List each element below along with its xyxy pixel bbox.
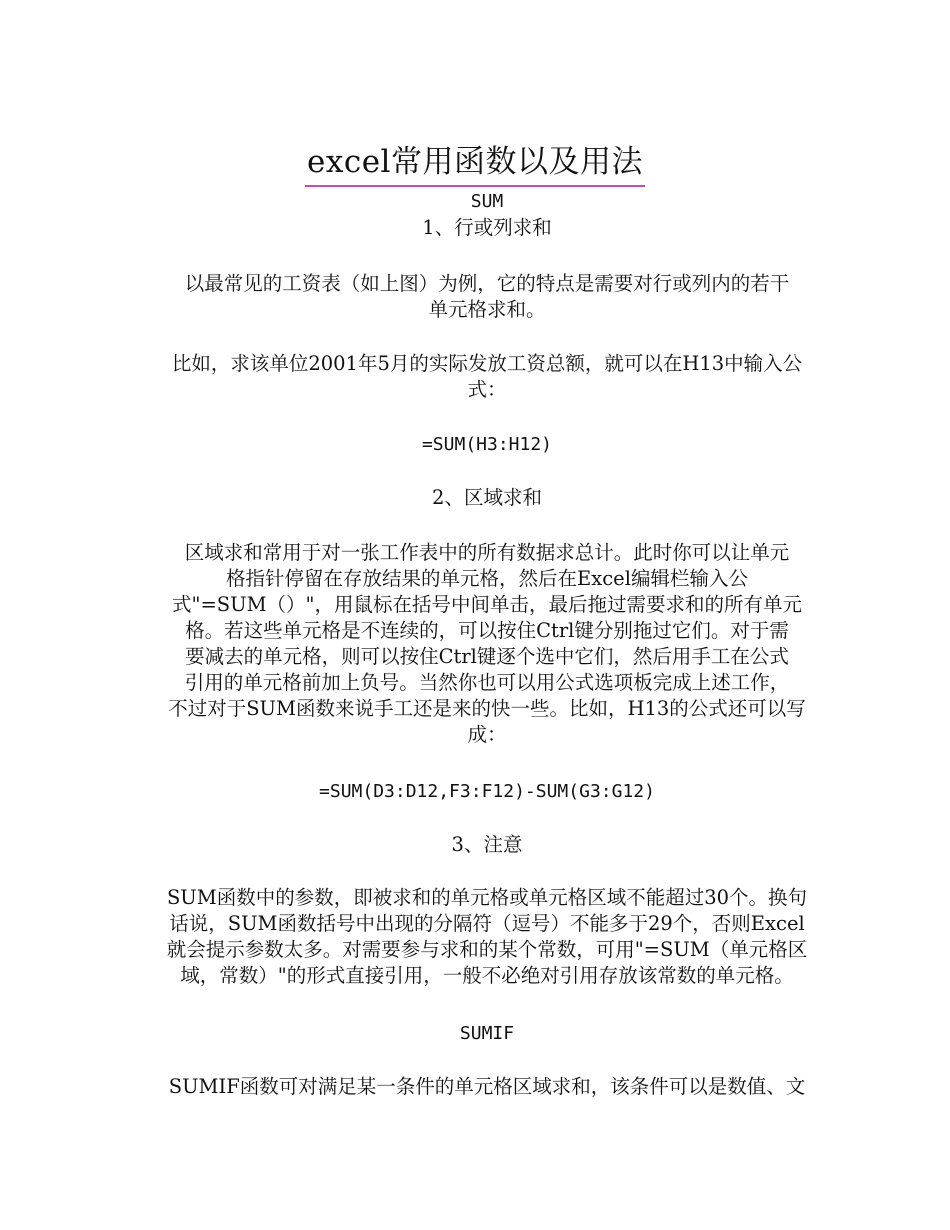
sec1-paragraph-2: [108, 351, 866, 403]
sec2-heading: 2、区域求和: [432, 486, 542, 509]
sec1-formula: =SUM(H3:H12): [421, 434, 553, 455]
title-wrap: [0, 142, 950, 187]
paragraph-line: 成：: [467, 723, 507, 746]
sec2-paragraph: [108, 540, 866, 748]
paragraph-line: 就会提示参数太多。对需要参与求和的某个常数，可用"=SUM（单元格区: [166, 938, 808, 961]
sec3-heading: 3、注意: [451, 833, 523, 856]
paragraph-line: 以最常见的工资表（如上图）为例，它的特点是需要对行或列内的若干: [184, 272, 790, 295]
paragraph-line: SUMIF函数可对满足某一条件的单元格区域求和，该条件可以是数值、文: [168, 1075, 806, 1098]
paragraph-line: SUM函数中的参数，即被求和的单元格或单元格区域不能超过30个。换句: [166, 886, 808, 909]
sumif-heading: SUMIF: [459, 1023, 515, 1044]
paragraph-line: 格。若这些单元格是不连续的，可以按住Ctrl键分别拖过它们。对于需: [185, 619, 789, 642]
paragraph-line: 不过对于SUM函数来说手工还是来的快一些。比如，H13的公式还可以写: [168, 697, 806, 720]
paragraph-line: 式：: [467, 378, 507, 401]
paragraph-line: 区域求和常用于对一张工作表中的所有数据求总计。此时你可以让单元: [184, 541, 790, 564]
sec2-formula: =SUM(D3:D12,F3:F12)-SUM(G3:G12): [319, 781, 655, 802]
paragraph-line: 话说，SUM函数括号中出现的分隔符（逗号）不能多于29个，否则Excel: [169, 912, 805, 935]
paragraph-line: 格指针停留在存放结果的单元格，然后在Excel编辑栏输入公: [226, 567, 748, 590]
page-title: excel常用函数以及用法: [305, 142, 645, 187]
paragraph-line: 引用的单元格前加上负号。当然你也可以用公式选项板完成上述工作，: [184, 671, 790, 694]
sum-heading: SUM: [470, 191, 504, 212]
sumif-paragraph: [108, 1074, 866, 1100]
sec1-heading: 1、行或列求和: [422, 216, 552, 239]
sec1-paragraph-1: [108, 271, 866, 323]
paragraph-line: 单元格求和。: [428, 298, 546, 321]
paragraph-line: 要减去的单元格，则可以按住Ctrl键逐个选中它们，然后用手工在公式: [185, 645, 789, 668]
paragraph-line: 比如，求该单位2001年5月的实际发放工资总额，就可以在H13中输入公: [171, 352, 803, 375]
paragraph-line: 域，常数）"的形式直接引用，一般不必绝对引用存放该常数的单元格。: [180, 964, 794, 987]
sec3-paragraph: [108, 885, 866, 989]
paragraph-line: 式"=SUM（）"，用鼠标在括号中间单击，最后拖过需要求和的所有单元: [171, 593, 803, 616]
